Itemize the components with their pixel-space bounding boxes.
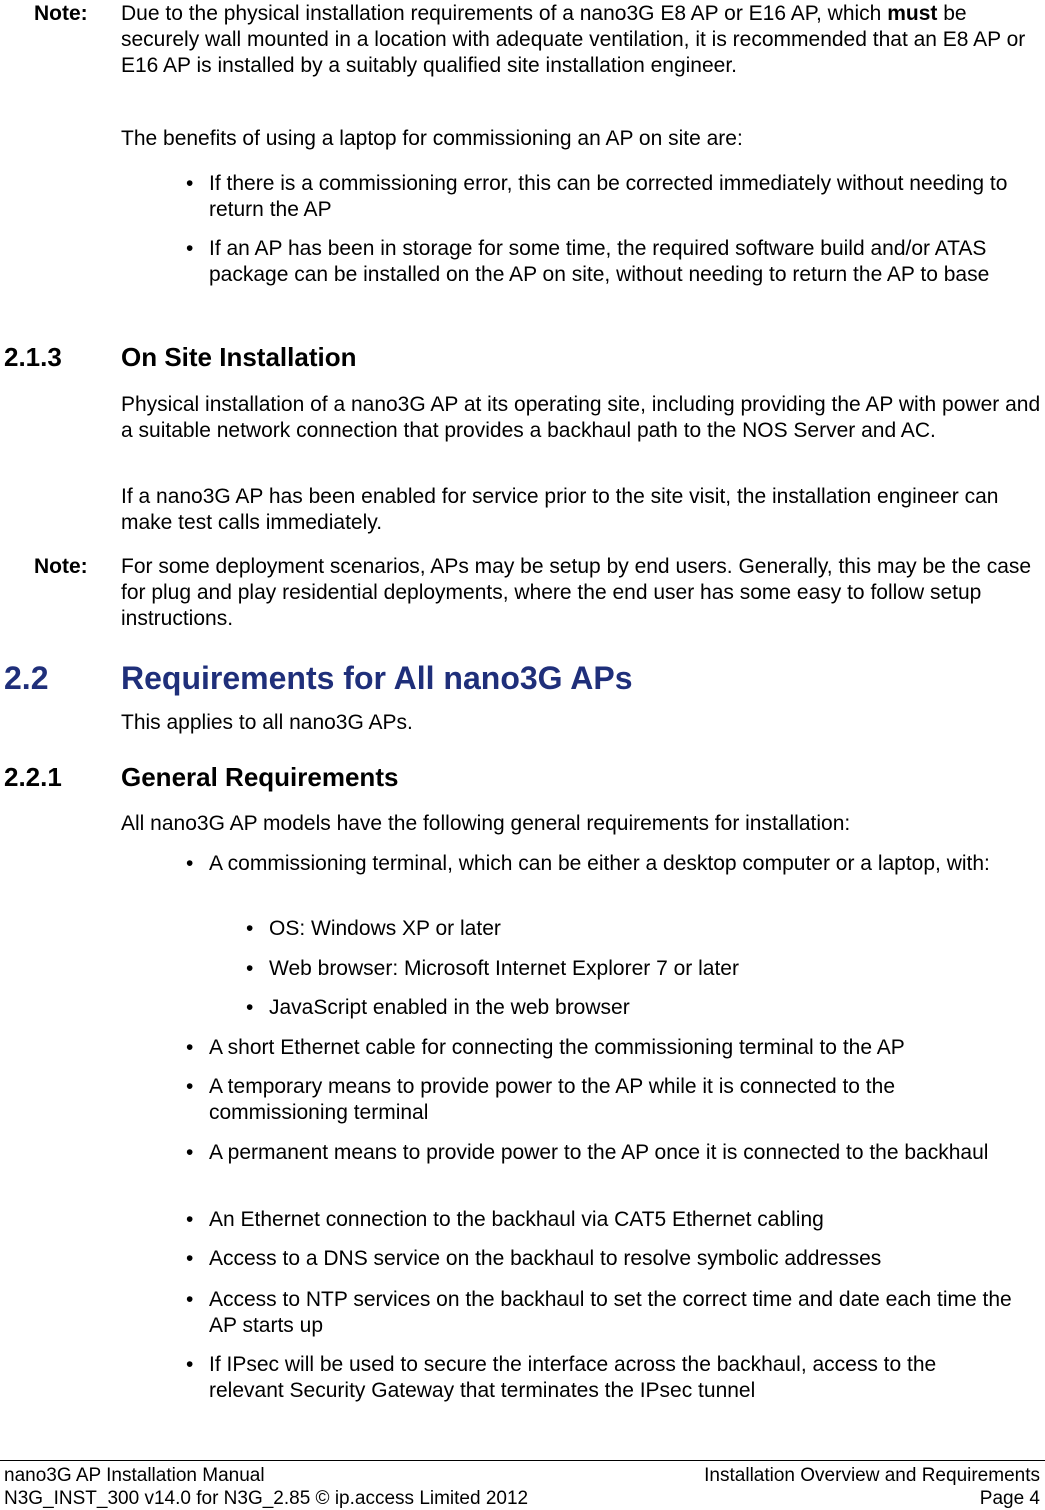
paragraph: All nano3G AP models have the following general requirements for installation: (121, 812, 851, 835)
note-label: Note: (34, 2, 88, 25)
list-item-text: Access to NTP services on the backhaul to set the correct time and date each time the AP starts up (209, 1288, 1012, 1337)
note-label: Note: (34, 555, 88, 578)
benefits-intro: The benefits of using a laptop for commissioning an AP on site are: (121, 127, 743, 150)
paragraph: This applies to all nano3G APs. (121, 711, 413, 734)
note-text-part: be securely wall mounted in a location with adequate ventilation, it is recommended that an E8 AP or E16 AP is installed by a suitably qualified site installation engineer. (121, 2, 1026, 77)
bullet-mark: • (186, 1353, 194, 1376)
paragraph: Physical installation of a nano3G AP at its operating site, including providing the AP with power and a suitable network connection that provides a backhaul path to the NOS Server and AC. (121, 393, 1041, 442)
list-item-text: Web browser: Microsoft Internet Explorer 7 or later (269, 957, 739, 980)
note-text (121, 1, 1041, 79)
list-item-text: A temporary means to provide power to the AP while it is connected to the commissioning terminal (209, 1075, 895, 1124)
footer-chapter: Installation Overview and Requirements (704, 1465, 1040, 1486)
section-number: 2.2.1 (4, 762, 62, 792)
bullet-mark: • (186, 172, 194, 195)
paragraph: If a nano3G AP has been enabled for service prior to the site visit, the installation engineer can make test calls immediately. (121, 485, 999, 534)
bullet-mark: • (186, 1247, 194, 1270)
list-item-text: A permanent means to provide power to the AP once it is connected to the backhaul (209, 1141, 989, 1164)
footer-divider (0, 1460, 1045, 1461)
footer-doc-title: nano3G AP Installation Manual (4, 1465, 265, 1486)
section-number: 2.1.3 (4, 342, 62, 372)
note-emphasis: must (887, 2, 938, 25)
footer-doc-id: N3G_INST_300 v14.0 for N3G_2.85 © ip.access Limited 2012 (4, 1488, 529, 1509)
section-title: Requirements for All nano3G APs (121, 660, 633, 696)
bullet-mark: • (186, 237, 194, 260)
bullet-mark: • (186, 1288, 194, 1311)
list-item-text: JavaScript enabled in the web browser (269, 996, 630, 1019)
list-item-text: A commissioning terminal, which can be either a desktop computer or a laptop, with: (209, 852, 990, 875)
note-text: For some deployment scenarios, APs may be setup by end users. Generally, this may be the case for plug and play residential deployments, where the end user has some easy to follow setup instructions. (121, 555, 1032, 630)
list-item-text: If an AP has been in storage for some time, the required software build and/or ATAS package can be installed on the AP on site, without needing to return the AP to base (209, 237, 990, 286)
list-item-text: If IPsec will be used to secure the interface across the backhaul, access to the relevant Security Gateway that terminates the IPsec tunnel (209, 1353, 937, 1402)
list-item-text: OS: Windows XP or later (269, 917, 501, 940)
note-text-part: Due to the physical installation requirements of a nano3G E8 AP or E16 AP, which (121, 2, 888, 25)
bullet-mark: • (246, 917, 254, 940)
bullet-mark: • (246, 957, 254, 980)
footer-page-number: Page 4 (979, 1488, 1040, 1509)
section-title: On Site Installation (121, 342, 357, 372)
list-item-text: If there is a commissioning error, this can be corrected immediately without needing to return the AP (209, 172, 1008, 221)
section-title: General Requirements (121, 762, 399, 792)
bullet-mark: • (186, 1208, 194, 1231)
list-item-text: An Ethernet connection to the backhaul via CAT5 Ethernet cabling (209, 1208, 824, 1231)
bullet-mark: • (186, 852, 194, 875)
section-number: 2.2 (4, 660, 49, 696)
list-item-text: Access to a DNS service on the backhaul to resolve symbolic addresses (209, 1247, 882, 1270)
bullet-mark: • (186, 1141, 194, 1164)
bullet-mark: • (186, 1036, 194, 1059)
list-item-text: A short Ethernet cable for connecting the commissioning terminal to the AP (209, 1036, 905, 1059)
bullet-mark: • (186, 1075, 194, 1098)
bullet-mark: • (246, 996, 254, 1019)
